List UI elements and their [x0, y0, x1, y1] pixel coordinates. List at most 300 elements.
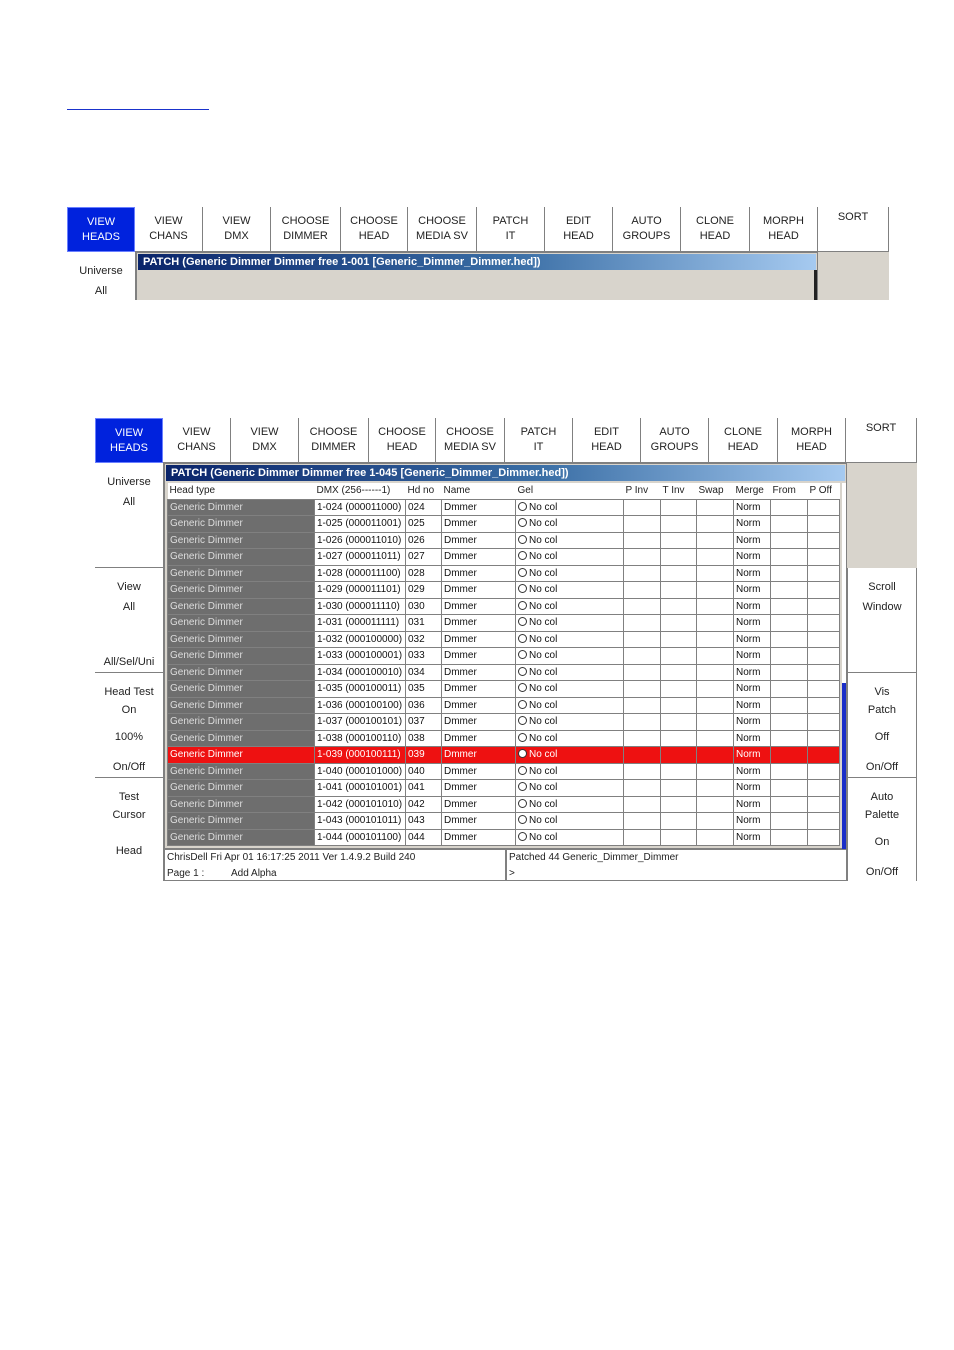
dmx-cell[interactable]: 1-043 (000101011)	[315, 813, 406, 830]
t-inv-cell[interactable]	[661, 565, 697, 582]
dmx-cell[interactable]: 1-025 (000011001)	[315, 516, 406, 533]
table-row[interactable]	[168, 780, 840, 797]
from-cell[interactable]	[771, 598, 808, 615]
gel-cell[interactable]	[516, 499, 624, 516]
p-off-cell[interactable]	[808, 697, 840, 714]
gel-radio-icon[interactable]	[518, 568, 527, 577]
table-row[interactable]	[168, 598, 840, 615]
head-type-cell[interactable]: Generic Dimmer	[168, 747, 315, 764]
from-cell[interactable]	[771, 532, 808, 549]
merge-cell[interactable]: Norm	[734, 730, 771, 747]
from-cell[interactable]	[771, 730, 808, 747]
p-inv-cell[interactable]	[624, 714, 661, 731]
p-inv-cell[interactable]	[624, 565, 661, 582]
gel-radio-icon[interactable]	[518, 799, 527, 808]
t-inv-cell[interactable]	[661, 664, 697, 681]
dmx-cell[interactable]: 1-036 (000100100)	[315, 697, 406, 714]
dmx-cell[interactable]: 1-033 (000100001)	[315, 648, 406, 665]
p-inv-cell[interactable]	[624, 763, 661, 780]
merge-cell[interactable]: Norm	[734, 697, 771, 714]
dmx-cell[interactable]: 1-044 (000101100)	[315, 829, 406, 846]
swap-cell[interactable]	[697, 615, 734, 632]
table-row[interactable]	[168, 565, 840, 582]
merge-cell[interactable]: Norm	[734, 582, 771, 599]
t-inv-cell[interactable]	[661, 615, 697, 632]
head-type-cell[interactable]: Generic Dimmer	[168, 598, 315, 615]
head-type-cell[interactable]: Generic Dimmer	[168, 615, 315, 632]
tab-view-chans[interactable]	[135, 207, 203, 252]
from-cell[interactable]	[771, 796, 808, 813]
table-row[interactable]	[168, 813, 840, 830]
name-cell[interactable]: Dmmer	[442, 615, 516, 632]
head-type-cell[interactable]: Generic Dimmer	[168, 565, 315, 582]
gel-cell[interactable]	[516, 747, 624, 764]
p-inv-cell[interactable]	[624, 516, 661, 533]
merge-cell[interactable]: Norm	[734, 714, 771, 731]
table-row[interactable]	[168, 532, 840, 549]
swap-cell[interactable]	[697, 532, 734, 549]
merge-cell[interactable]: Norm	[734, 747, 771, 764]
swap-cell[interactable]	[697, 829, 734, 846]
head-number-cell[interactable]: 029	[406, 582, 442, 599]
p-inv-cell[interactable]	[624, 532, 661, 549]
swap-cell[interactable]	[697, 582, 734, 599]
p-off-cell[interactable]	[808, 516, 840, 533]
head-number-cell[interactable]: 036	[406, 697, 442, 714]
t-inv-cell[interactable]	[661, 648, 697, 665]
swap-cell[interactable]	[697, 499, 734, 516]
dmx-cell[interactable]: 1-035 (000100011)	[315, 681, 406, 698]
tab-morph-head[interactable]	[778, 418, 846, 463]
from-cell[interactable]	[771, 615, 808, 632]
swap-cell[interactable]	[697, 681, 734, 698]
head-type-cell[interactable]: Generic Dimmer	[168, 829, 315, 846]
gel-cell[interactable]	[516, 780, 624, 797]
p-off-cell[interactable]	[808, 730, 840, 747]
t-inv-cell[interactable]	[661, 780, 697, 797]
scrollbar-thumb[interactable]	[842, 683, 846, 849]
from-cell[interactable]	[771, 813, 808, 830]
swap-cell[interactable]	[697, 648, 734, 665]
from-cell[interactable]	[771, 747, 808, 764]
p-inv-cell[interactable]	[624, 730, 661, 747]
p-off-cell[interactable]	[808, 499, 840, 516]
from-cell[interactable]	[771, 499, 808, 516]
p-inv-cell[interactable]	[624, 829, 661, 846]
head-number-cell[interactable]: 031	[406, 615, 442, 632]
t-inv-cell[interactable]	[661, 796, 697, 813]
dmx-cell[interactable]: 1-027 (000011011)	[315, 549, 406, 566]
p-off-cell[interactable]	[808, 747, 840, 764]
head-number-cell[interactable]: 039	[406, 747, 442, 764]
name-cell[interactable]: Dmmer	[442, 681, 516, 698]
merge-cell[interactable]: Norm	[734, 829, 771, 846]
dmx-cell[interactable]: 1-039 (000100111)	[315, 747, 406, 764]
merge-cell[interactable]: Norm	[734, 532, 771, 549]
p-off-cell[interactable]	[808, 582, 840, 599]
name-cell[interactable]: Dmmer	[442, 499, 516, 516]
name-cell[interactable]: Dmmer	[442, 813, 516, 830]
table-row[interactable]	[168, 648, 840, 665]
dmx-cell[interactable]: 1-024 (000011000)	[315, 499, 406, 516]
tab-edit-head[interactable]	[545, 207, 613, 252]
p-off-cell[interactable]	[808, 763, 840, 780]
head-number-cell[interactable]: 042	[406, 796, 442, 813]
gel-radio-icon[interactable]	[518, 716, 527, 725]
dmx-cell[interactable]: 1-038 (000100110)	[315, 730, 406, 747]
p-inv-cell[interactable]	[624, 697, 661, 714]
gel-radio-icon[interactable]	[518, 650, 527, 659]
tab-view-heads[interactable]	[95, 418, 163, 463]
gel-radio-icon[interactable]	[518, 617, 527, 626]
name-cell[interactable]: Dmmer	[442, 714, 516, 731]
gel-radio-icon[interactable]	[518, 766, 527, 775]
name-cell[interactable]: Dmmer	[442, 796, 516, 813]
t-inv-cell[interactable]	[661, 829, 697, 846]
head-type-cell[interactable]: Generic Dimmer	[168, 714, 315, 731]
gel-radio-icon[interactable]	[518, 601, 527, 610]
head-type-cell[interactable]: Generic Dimmer	[168, 697, 315, 714]
head-number-cell[interactable]: 035	[406, 681, 442, 698]
head-number-cell[interactable]: 030	[406, 598, 442, 615]
merge-cell[interactable]: Norm	[734, 664, 771, 681]
head-number-cell[interactable]: 026	[406, 532, 442, 549]
p-off-cell[interactable]	[808, 796, 840, 813]
from-cell[interactable]	[771, 648, 808, 665]
head-number-cell[interactable]: 040	[406, 763, 442, 780]
merge-cell[interactable]: Norm	[734, 631, 771, 648]
tab-choose-media-sv[interactable]	[408, 207, 477, 252]
head-number-cell[interactable]: 038	[406, 730, 442, 747]
dmx-cell[interactable]: 1-030 (000011110)	[315, 598, 406, 615]
swap-cell[interactable]	[697, 730, 734, 747]
gel-radio-icon[interactable]	[518, 749, 527, 758]
p-inv-cell[interactable]	[624, 747, 661, 764]
merge-cell[interactable]: Norm	[734, 549, 771, 566]
name-cell[interactable]: Dmmer	[442, 631, 516, 648]
p-off-cell[interactable]	[808, 565, 840, 582]
p-inv-cell[interactable]	[624, 631, 661, 648]
merge-cell[interactable]: Norm	[734, 780, 771, 797]
head-type-cell[interactable]: Generic Dimmer	[168, 631, 315, 648]
head-type-cell[interactable]: Generic Dimmer	[168, 532, 315, 549]
tab-choose-dimmer[interactable]	[299, 418, 369, 463]
merge-cell[interactable]: Norm	[734, 648, 771, 665]
p-off-cell[interactable]	[808, 714, 840, 731]
p-inv-cell[interactable]	[624, 813, 661, 830]
command-prompt[interactable]: >	[509, 868, 515, 879]
gel-cell[interactable]	[516, 813, 624, 830]
dmx-cell[interactable]: 1-026 (000011010)	[315, 532, 406, 549]
t-inv-cell[interactable]	[661, 681, 697, 698]
table-row[interactable]	[168, 714, 840, 731]
merge-cell[interactable]: Norm	[734, 813, 771, 830]
gel-cell[interactable]	[516, 582, 624, 599]
merge-cell[interactable]: Norm	[734, 681, 771, 698]
p-inv-cell[interactable]	[624, 549, 661, 566]
t-inv-cell[interactable]	[661, 714, 697, 731]
head-type-cell[interactable]: Generic Dimmer	[168, 681, 315, 698]
swap-cell[interactable]	[697, 813, 734, 830]
gel-radio-icon[interactable]	[518, 535, 527, 544]
head-type-cell[interactable]: Generic Dimmer	[168, 664, 315, 681]
swap-cell[interactable]	[697, 780, 734, 797]
table-row[interactable]	[168, 681, 840, 698]
table-row[interactable]	[168, 796, 840, 813]
t-inv-cell[interactable]	[661, 697, 697, 714]
gel-cell[interactable]	[516, 516, 624, 533]
head-number-cell[interactable]: 041	[406, 780, 442, 797]
swap-cell[interactable]	[697, 763, 734, 780]
gel-cell[interactable]	[516, 598, 624, 615]
p-off-cell[interactable]	[808, 780, 840, 797]
swap-cell[interactable]	[697, 516, 734, 533]
head-number-cell[interactable]: 032	[406, 631, 442, 648]
dmx-cell[interactable]: 1-037 (000100101)	[315, 714, 406, 731]
head-type-cell[interactable]: Generic Dimmer	[168, 499, 315, 516]
p-inv-cell[interactable]	[624, 780, 661, 797]
gel-radio-icon[interactable]	[518, 832, 527, 841]
name-cell[interactable]: Dmmer	[442, 780, 516, 797]
head-type-cell[interactable]: Generic Dimmer	[168, 763, 315, 780]
dmx-cell[interactable]: 1-042 (000101010)	[315, 796, 406, 813]
p-off-cell[interactable]	[808, 532, 840, 549]
table-row[interactable]	[168, 582, 840, 599]
dmx-cell[interactable]: 1-041 (000101001)	[315, 780, 406, 797]
table-row[interactable]	[168, 549, 840, 566]
from-cell[interactable]	[771, 763, 808, 780]
dmx-cell[interactable]: 1-029 (000011101)	[315, 582, 406, 599]
name-cell[interactable]: Dmmer	[442, 582, 516, 599]
head-type-cell[interactable]: Generic Dimmer	[168, 813, 315, 830]
tab-choose-dimmer[interactable]	[271, 207, 341, 252]
universe-button[interactable]	[67, 252, 136, 300]
table-row[interactable]	[168, 499, 840, 516]
gel-radio-icon[interactable]	[518, 782, 527, 791]
from-cell[interactable]	[771, 829, 808, 846]
head-type-cell[interactable]: Generic Dimmer	[168, 516, 315, 533]
gel-radio-icon[interactable]	[518, 815, 527, 824]
p-off-cell[interactable]	[808, 681, 840, 698]
name-cell[interactable]: Dmmer	[442, 697, 516, 714]
t-inv-cell[interactable]	[661, 598, 697, 615]
head-test-button[interactable]	[95, 673, 164, 778]
tab-sort[interactable]	[846, 418, 917, 463]
merge-cell[interactable]: Norm	[734, 796, 771, 813]
view-button[interactable]	[95, 568, 164, 673]
from-cell[interactable]	[771, 582, 808, 599]
name-cell[interactable]: Dmmer	[442, 598, 516, 615]
tab-choose-media-sv[interactable]	[436, 418, 505, 463]
tab-clone-head[interactable]	[709, 418, 778, 463]
head-number-cell[interactable]: 027	[406, 549, 442, 566]
t-inv-cell[interactable]	[661, 549, 697, 566]
merge-cell[interactable]: Norm	[734, 499, 771, 516]
gel-cell[interactable]	[516, 565, 624, 582]
from-cell[interactable]	[771, 631, 808, 648]
p-off-cell[interactable]	[808, 549, 840, 566]
table-row[interactable]	[168, 664, 840, 681]
tab-auto-groups[interactable]	[641, 418, 709, 463]
gel-radio-icon[interactable]	[518, 733, 527, 742]
dmx-cell[interactable]: 1-028 (000011100)	[315, 565, 406, 582]
gel-radio-icon[interactable]	[518, 683, 527, 692]
p-inv-cell[interactable]	[624, 598, 661, 615]
merge-cell[interactable]: Norm	[734, 598, 771, 615]
swap-cell[interactable]	[697, 598, 734, 615]
head-number-cell[interactable]: 034	[406, 664, 442, 681]
name-cell[interactable]: Dmmer	[442, 730, 516, 747]
t-inv-cell[interactable]	[661, 747, 697, 764]
from-cell[interactable]	[771, 714, 808, 731]
from-cell[interactable]	[771, 681, 808, 698]
gel-cell[interactable]	[516, 829, 624, 846]
top-link-underline[interactable]	[67, 96, 209, 110]
tab-sort[interactable]	[818, 207, 889, 252]
from-cell[interactable]	[771, 565, 808, 582]
swap-cell[interactable]	[697, 549, 734, 566]
p-inv-cell[interactable]	[624, 664, 661, 681]
merge-cell[interactable]: Norm	[734, 565, 771, 582]
name-cell[interactable]: Dmmer	[442, 829, 516, 846]
p-inv-cell[interactable]	[624, 796, 661, 813]
t-inv-cell[interactable]	[661, 813, 697, 830]
p-inv-cell[interactable]	[624, 582, 661, 599]
auto-palette-button[interactable]	[847, 778, 917, 881]
swap-cell[interactable]	[697, 796, 734, 813]
gel-cell[interactable]	[516, 681, 624, 698]
head-type-cell[interactable]: Generic Dimmer	[168, 648, 315, 665]
head-number-cell[interactable]: 037	[406, 714, 442, 731]
p-inv-cell[interactable]	[624, 681, 661, 698]
gel-radio-icon[interactable]	[518, 551, 527, 560]
p-off-cell[interactable]	[808, 615, 840, 632]
table-row[interactable]	[168, 516, 840, 533]
gel-cell[interactable]	[516, 532, 624, 549]
head-number-cell[interactable]: 043	[406, 813, 442, 830]
head-number-cell[interactable]: 025	[406, 516, 442, 533]
swap-cell[interactable]	[697, 697, 734, 714]
p-off-cell[interactable]	[808, 598, 840, 615]
from-cell[interactable]	[771, 516, 808, 533]
gel-radio-icon[interactable]	[518, 634, 527, 643]
tab-clone-head[interactable]	[681, 207, 750, 252]
p-inv-cell[interactable]	[624, 648, 661, 665]
gel-cell[interactable]	[516, 549, 624, 566]
table-row[interactable]	[168, 829, 840, 846]
head-type-cell[interactable]: Generic Dimmer	[168, 796, 315, 813]
p-inv-cell[interactable]	[624, 615, 661, 632]
p-off-cell[interactable]	[808, 813, 840, 830]
from-cell[interactable]	[771, 697, 808, 714]
swap-cell[interactable]	[697, 664, 734, 681]
swap-cell[interactable]	[697, 714, 734, 731]
table-row[interactable]	[168, 615, 840, 632]
tab-choose-head[interactable]	[369, 418, 436, 463]
p-off-cell[interactable]	[808, 648, 840, 665]
gel-radio-icon[interactable]	[518, 584, 527, 593]
name-cell[interactable]: Dmmer	[442, 747, 516, 764]
head-type-cell[interactable]: Generic Dimmer	[168, 582, 315, 599]
gel-cell[interactable]	[516, 664, 624, 681]
tab-view-chans[interactable]	[163, 418, 231, 463]
gel-cell[interactable]	[516, 714, 624, 731]
scroll-window-button[interactable]	[847, 568, 917, 673]
gel-cell[interactable]	[516, 763, 624, 780]
head-number-cell[interactable]: 028	[406, 565, 442, 582]
tab-patch-it[interactable]	[505, 418, 573, 463]
t-inv-cell[interactable]	[661, 516, 697, 533]
dmx-cell[interactable]: 1-040 (000101000)	[315, 763, 406, 780]
head-type-cell[interactable]: Generic Dimmer	[168, 730, 315, 747]
from-cell[interactable]	[771, 780, 808, 797]
gel-radio-icon[interactable]	[518, 518, 527, 527]
p-inv-cell[interactable]	[624, 499, 661, 516]
from-cell[interactable]	[771, 549, 808, 566]
swap-cell[interactable]	[697, 631, 734, 648]
universe-button[interactable]	[95, 463, 164, 568]
t-inv-cell[interactable]	[661, 763, 697, 780]
merge-cell[interactable]: Norm	[734, 763, 771, 780]
gel-radio-icon[interactable]	[518, 700, 527, 709]
head-number-cell[interactable]: 033	[406, 648, 442, 665]
t-inv-cell[interactable]	[661, 532, 697, 549]
tab-edit-head[interactable]	[573, 418, 641, 463]
dmx-cell[interactable]: 1-034 (000100010)	[315, 664, 406, 681]
gel-cell[interactable]	[516, 631, 624, 648]
t-inv-cell[interactable]	[661, 582, 697, 599]
tab-auto-groups[interactable]	[613, 207, 681, 252]
table-row[interactable]	[168, 730, 840, 747]
tab-morph-head[interactable]	[750, 207, 818, 252]
name-cell[interactable]: Dmmer	[442, 532, 516, 549]
tab-view-dmx[interactable]	[231, 418, 299, 463]
tab-patch-it[interactable]	[477, 207, 545, 252]
head-type-cell[interactable]: Generic Dimmer	[168, 549, 315, 566]
table-row[interactable]	[168, 697, 840, 714]
swap-cell[interactable]	[697, 565, 734, 582]
gel-radio-icon[interactable]	[518, 667, 527, 676]
name-cell[interactable]: Dmmer	[442, 549, 516, 566]
from-cell[interactable]	[771, 664, 808, 681]
name-cell[interactable]: Dmmer	[442, 648, 516, 665]
p-off-cell[interactable]	[808, 829, 840, 846]
merge-cell[interactable]: Norm	[734, 516, 771, 533]
gel-radio-icon[interactable]	[518, 502, 527, 511]
head-number-cell[interactable]: 044	[406, 829, 442, 846]
head-number-cell[interactable]: 024	[406, 499, 442, 516]
name-cell[interactable]: Dmmer	[442, 516, 516, 533]
tab-choose-head[interactable]	[341, 207, 408, 252]
swap-cell[interactable]	[697, 747, 734, 764]
t-inv-cell[interactable]	[661, 631, 697, 648]
dmx-cell[interactable]: 1-031 (000011111)	[315, 615, 406, 632]
dmx-cell[interactable]: 1-032 (000100000)	[315, 631, 406, 648]
p-off-cell[interactable]	[808, 664, 840, 681]
gel-cell[interactable]	[516, 796, 624, 813]
p-off-cell[interactable]	[808, 631, 840, 648]
t-inv-cell[interactable]	[661, 499, 697, 516]
merge-cell[interactable]: Norm	[734, 615, 771, 632]
head-type-cell[interactable]: Generic Dimmer	[168, 780, 315, 797]
table-row[interactable]	[168, 763, 840, 780]
gel-cell[interactable]	[516, 648, 624, 665]
test-cursor-button[interactable]	[95, 778, 164, 881]
name-cell[interactable]: Dmmer	[442, 664, 516, 681]
tab-view-heads[interactable]	[67, 207, 135, 252]
gel-cell[interactable]	[516, 615, 624, 632]
gel-cell[interactable]	[516, 697, 624, 714]
